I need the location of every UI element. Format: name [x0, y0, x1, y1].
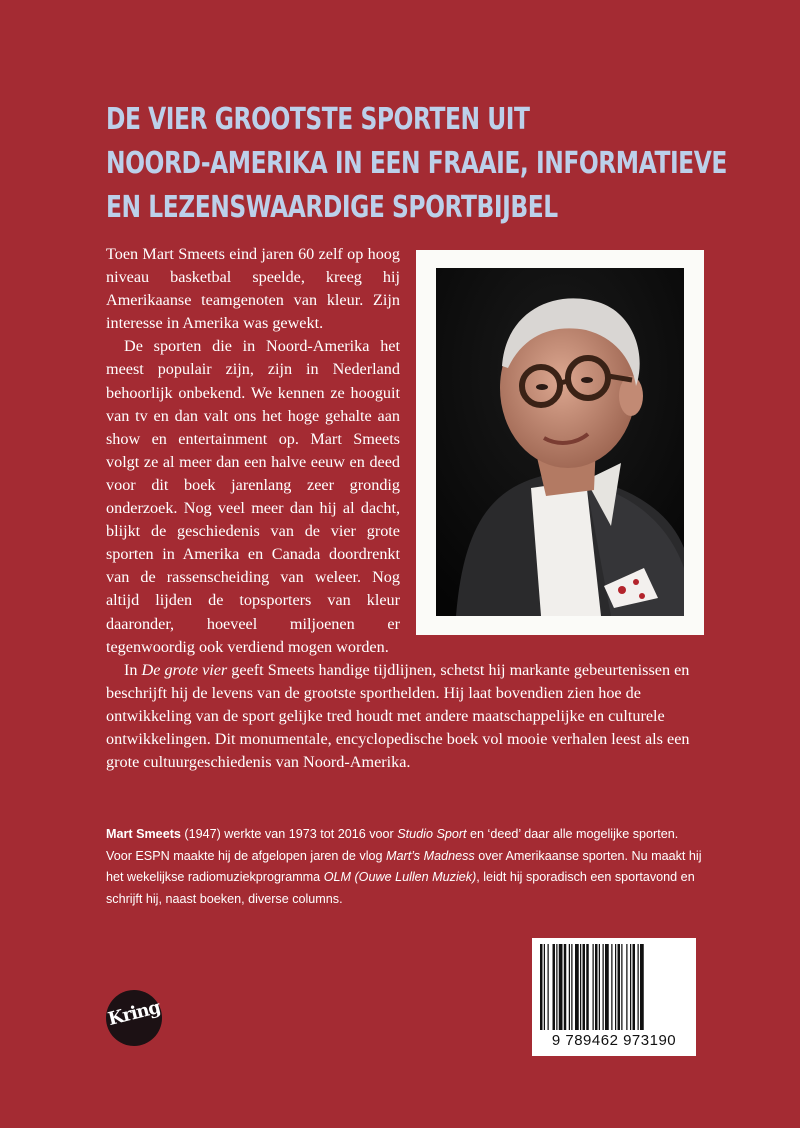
publisher-logo-text: Kring [105, 996, 163, 1031]
author-name: Mart Smeets [106, 827, 181, 841]
barcode-bar [544, 944, 545, 1030]
barcode-bar [540, 944, 543, 1030]
barcode-bar [564, 944, 567, 1030]
barcode-bar [618, 944, 621, 1030]
isbn-barcode [532, 938, 696, 1056]
barcode-bar [556, 944, 557, 1030]
publisher-logo [106, 990, 162, 1046]
barcode-bar [569, 944, 570, 1030]
isbn-number: 9 789462 973190 [551, 1032, 677, 1049]
blurb-p3-rest: geeft Smeets handige tijdlijnen, schetst hij markante gebeurtenissen en beschrijft hij de levens van de grootste sporthelden. Hij laat bovendien zien hoe de ontwikkeling van de sport gelijke tred houdt met andere maatschappelijke en culturele ontwikkelingen. Dit monumentale, encyclopedische boek vol mooie verhalen leest als een grote cultuurgeschiedenis van Noord-Amerika. [106, 660, 690, 772]
bio-text-4: , leidt hij sporadisch een sportavond en schrijft hij, naast boeken, diverse columns. [106, 870, 695, 906]
barcode-bar [603, 944, 604, 1030]
blurb-p3-prefix: In [124, 660, 142, 679]
barcode-bar [638, 944, 639, 1030]
barcode-bar [593, 944, 594, 1030]
barcode-bar [640, 944, 644, 1030]
bio-text-3: over Amerikaanse sporten. Nu maakt hij het wekelijkse radiomuziekprogramma [106, 848, 702, 884]
barcode-bar [548, 944, 549, 1030]
barcode-bar [605, 944, 609, 1030]
barcode-bar [559, 944, 563, 1030]
barcode-bar [611, 944, 612, 1030]
book-title: De grote vier [141, 660, 228, 679]
author-photo-frame [416, 250, 704, 635]
barcode-bar [586, 944, 589, 1030]
bio-program-title: OLM (Ouwe Lullen Muziek) [323, 870, 477, 884]
barcode-bars [538, 944, 690, 1032]
barcode-bar [615, 944, 616, 1030]
barcode-bar [626, 944, 627, 1030]
author-photo [436, 268, 684, 616]
headline-line-1: DE VIER GROOTSTE SPORTEN UIT [106, 102, 530, 137]
headline-line-3: EN LEZENSWAARDIGE SPORTBIJBEL [106, 190, 558, 225]
author-portrait-illustration [436, 268, 684, 616]
headline-line-2: NOORD-AMERIKA IN EEN FRAAIE, INFORMATIEVE [106, 146, 727, 181]
barcode-bar [633, 944, 636, 1030]
blurb-paragraph-1: Toen Mart Smeets eind jaren 60 zelf op hoog niveau basketbal speelde, kreeg hij Amerikaanse teamgenoten van kleur. Zijn interesse in Amerika was gewekt. [106, 245, 400, 333]
barcode-bar [580, 944, 581, 1030]
barcode-bar [621, 944, 622, 1030]
barcode-bar [553, 944, 556, 1030]
barcode-bar [595, 944, 598, 1030]
bio-text-2: en ‘deed’ daar alle mogelijke sporten. Voor ESPN maakte hij de afgelopen jaren de vlog [106, 827, 679, 863]
headline [106, 98, 727, 230]
barcode-bar [630, 944, 631, 1030]
barcode-bar [599, 944, 600, 1030]
blurb-paragraph-2: De sporten die in Noord-Amerika het meest populair zijn, zijn in Nederland behoorlijk onbekend. We kennen ze hooguit van tv en dan valt ons het hoge gehalte aan show en entertainment op. Mart Smeets volgt ze al meer dan een halve eeuw en deed voor dit boek jarenlang zeer grondig onderzoek. Nog veel meer dan hij al dacht, blijkt de geschiedenis van de vier grote sporten in Amerika en Canada doordrenkt van de rassenscheiding van weleer. Nog altijd lijden de topsporters van kleur daaronder, hoeveel miljoenen er tegenwoordig ook verdiend mogen worden. [106, 337, 400, 656]
barcode-bar [583, 944, 586, 1030]
bio-studio-sport: Studio Sport [397, 827, 467, 841]
bio-vlog-title: Mart’s Madness [386, 848, 475, 863]
author-bio [106, 824, 706, 910]
blurb-paragraph-3 [106, 659, 698, 774]
barcode-bar [571, 944, 572, 1030]
barcode-bar [575, 944, 579, 1030]
bio-text-1: (1947) werkte van 1973 tot 2016 voor [180, 827, 398, 841]
